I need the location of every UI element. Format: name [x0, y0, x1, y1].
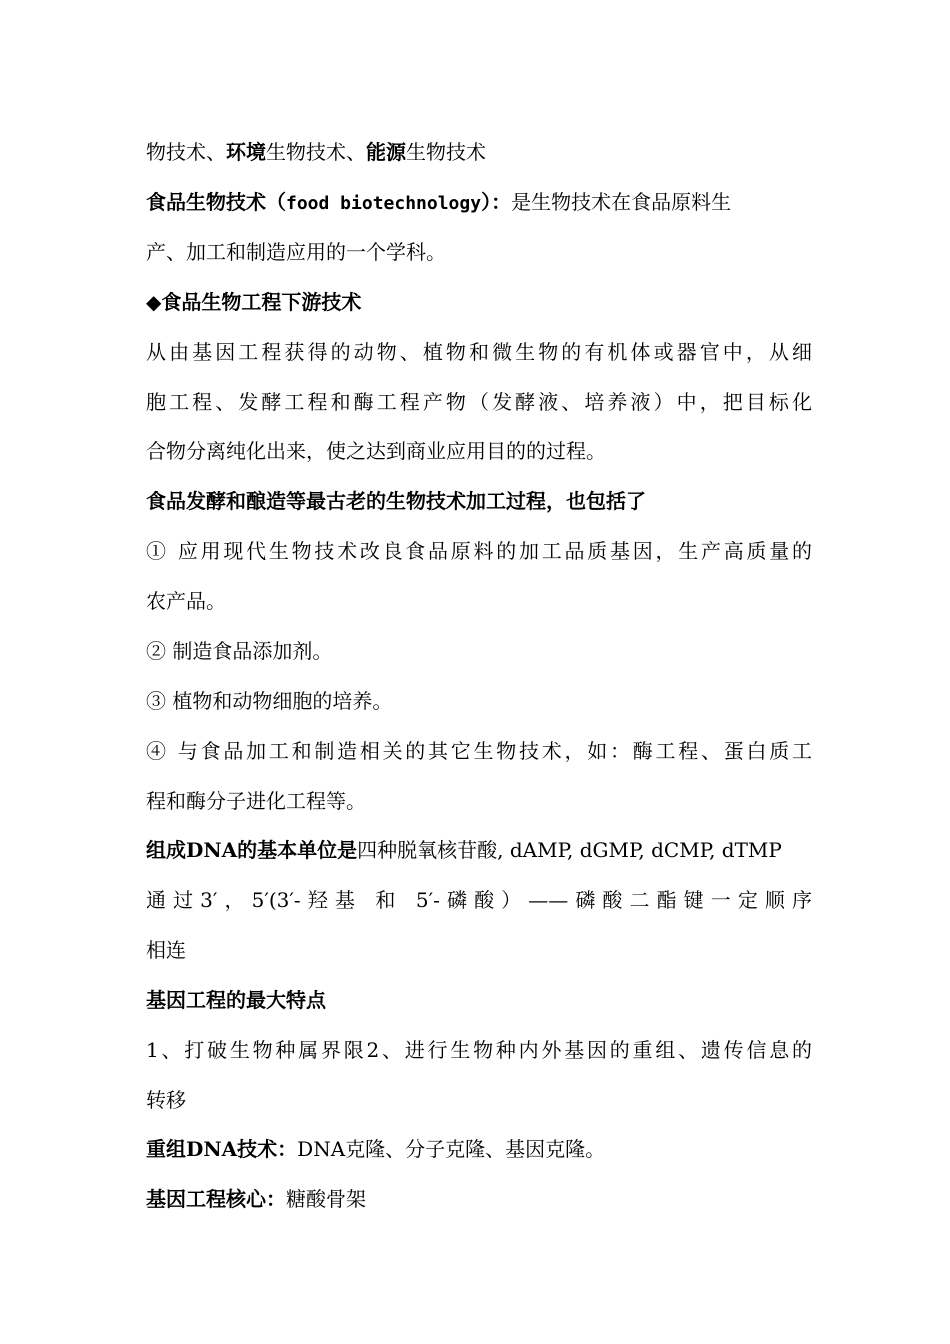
definition-term: 食品生物技术 — [146, 190, 266, 214]
text-line-phosphodiester: 通过3′，5′(3′-羟基 和 5′-磷酸）——磷酸二酯键一定顺序 — [146, 888, 812, 912]
text-line-2 — [146, 187, 812, 217]
section-heading-gene-engineering: 基因工程的最大特点 — [146, 988, 326, 1012]
text-line-recombinant-dna — [146, 1134, 812, 1164]
list-item-2: ② 制造食品添加剂。 — [146, 639, 333, 663]
list-item-1-continued: 农产品。 — [146, 589, 226, 613]
bold-term-energy: 能源 — [366, 140, 406, 164]
list-item-1: ① 应用现代生物技术改良食品原料的加工品质基因，生产高质量的 — [146, 539, 812, 563]
bold-lead: 组成DNA的基本单位是 — [146, 838, 358, 862]
text-line-dna-unit — [146, 835, 812, 865]
paren-close: ） — [481, 190, 492, 214]
text-line-17: 相连 — [146, 938, 186, 962]
section-heading-fermentation: 食品发酵和酿造等最古老的生物技术加工过程，也包括了 — [146, 489, 646, 513]
bold-lead: 基因工程核心： — [146, 1187, 286, 1211]
list-item-3: ③ 植物和动物细胞的培养。 — [146, 689, 393, 713]
text-run: 生物技术、 — [266, 140, 366, 164]
text-line-20: 转移 — [146, 1088, 186, 1112]
list-item-4: ④ 与食品加工和制造相关的其它生物技术，如：酶工程、蛋白质工 — [146, 739, 812, 763]
text-run: DNA克隆、分子克隆、基因克隆。 — [297, 1137, 606, 1161]
list-item-4-continued: 程和酶分子进化工程等。 — [146, 789, 366, 813]
bold-lead: 重组DNA技术： — [146, 1137, 298, 1161]
text-line-3: 产、加工和制造应用的一个学科。 — [146, 240, 446, 264]
section-heading-downstream: ◆食品生物工程下游技术 — [146, 290, 362, 314]
text-run: 糖酸骨架 — [286, 1187, 366, 1211]
colon: ： — [491, 190, 512, 214]
text-line-core — [146, 1184, 812, 1214]
text-line-19: 1、打破生物种属界限2、进行生物种内外基因的重组、遗传信息的 — [146, 1038, 812, 1062]
bold-term-environment: 环境 — [226, 140, 266, 164]
text-line-6: 胞工程、发酵工程和酶工程产物（发酵液、培养液）中，把目标化 — [146, 390, 812, 414]
definition-text: 是生物技术在食品原料生 — [511, 190, 732, 214]
paren-open: （ — [266, 190, 286, 214]
text-run: 物技术、 — [146, 140, 226, 164]
text-line-1 — [146, 137, 812, 167]
text-run: 生物技术 — [406, 140, 486, 164]
text-line-7: 合物分离纯化出来，使之达到商业应用目的的过程。 — [146, 439, 606, 463]
english-term: food biotechnology — [286, 193, 482, 214]
text-run: 四种脱氧核苷酸, dAMP, dGMP, dCMP, dTMP — [357, 838, 782, 862]
text-line-5: 从由基因工程获得的动物、植物和微生物的有机体或器官中，从细 — [146, 340, 812, 364]
